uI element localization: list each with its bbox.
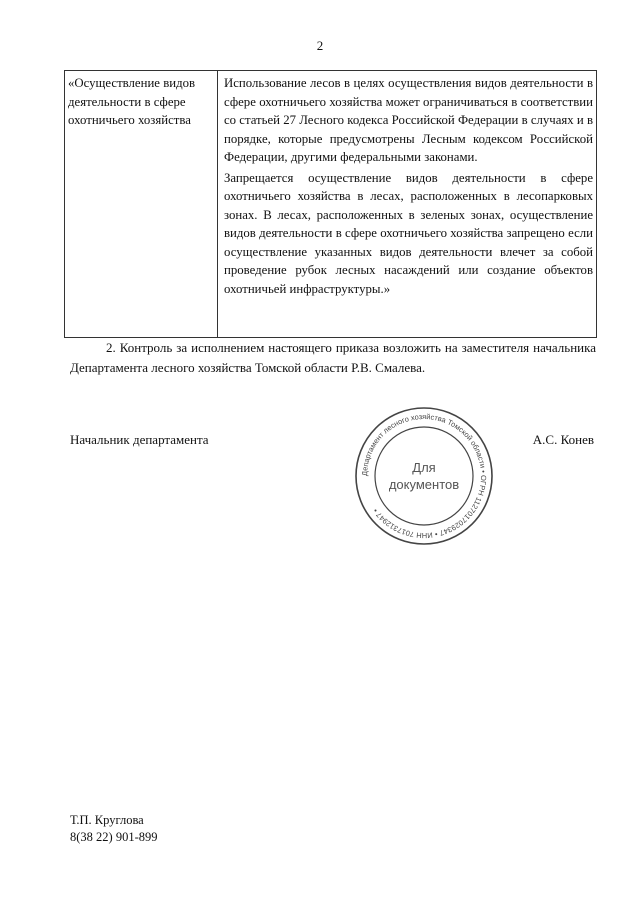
description-paragraph-1: Использование лесов в целях осуществления видов деятельности в сфере охотничьего хозяйства может ограничиваться в соответствии со статьей 27 Лесного кодекса Российской Федерации в случаях и в порядке, которые предусмотрены Лесным кодексом Российской Федерации, другими федеральными законами. — [224, 76, 593, 164]
activity-description-cell — [218, 71, 597, 338]
stamp-line-1: Для — [412, 460, 436, 475]
stamp-ring-text: Департамент лесного хозяйства Томской области • ОГРН 1127017029347 • ИНН 7017312947 • — [359, 411, 489, 541]
executor-phone: 8(38 22) 901-899 — [70, 830, 158, 844]
table-row — [65, 71, 597, 338]
executor-block — [70, 812, 158, 846]
activity-type-text: «Осуществление видов деятельности в сфере охотничьего хозяйства — [68, 76, 196, 127]
official-stamp — [353, 405, 495, 547]
executor-name: Т.П. Круглова — [70, 813, 144, 827]
stamp-line-2: документов — [388, 477, 460, 492]
signatory-role: Начальник департамента — [70, 432, 209, 447]
page-number: 2 — [316, 38, 324, 53]
signatory-name: А.С. Конев — [532, 432, 594, 447]
description-paragraph-2: Запрещается осуществление видов деятельности в сфере охотничьего хозяйства в лесах, расположенных в лесопарковых зонах. В лесах, расположенных в зеленых зонах, осуществление видов деятельности в сфере охотничьего хозяйства запрещено если осуществление указанных видов деятельности влечет за собой проведение рубок лесных насаждений или создание объектов охотничьей инфраструктуры.» — [224, 170, 593, 296]
control-paragraph: 2. Контроль за исполнением настоящего приказа возложить на заместителя начальника Департамента лесного хозяйства Томской области Р.В. Смалева. — [70, 340, 596, 375]
regulation-table — [64, 70, 597, 338]
activity-type-cell — [65, 71, 218, 338]
